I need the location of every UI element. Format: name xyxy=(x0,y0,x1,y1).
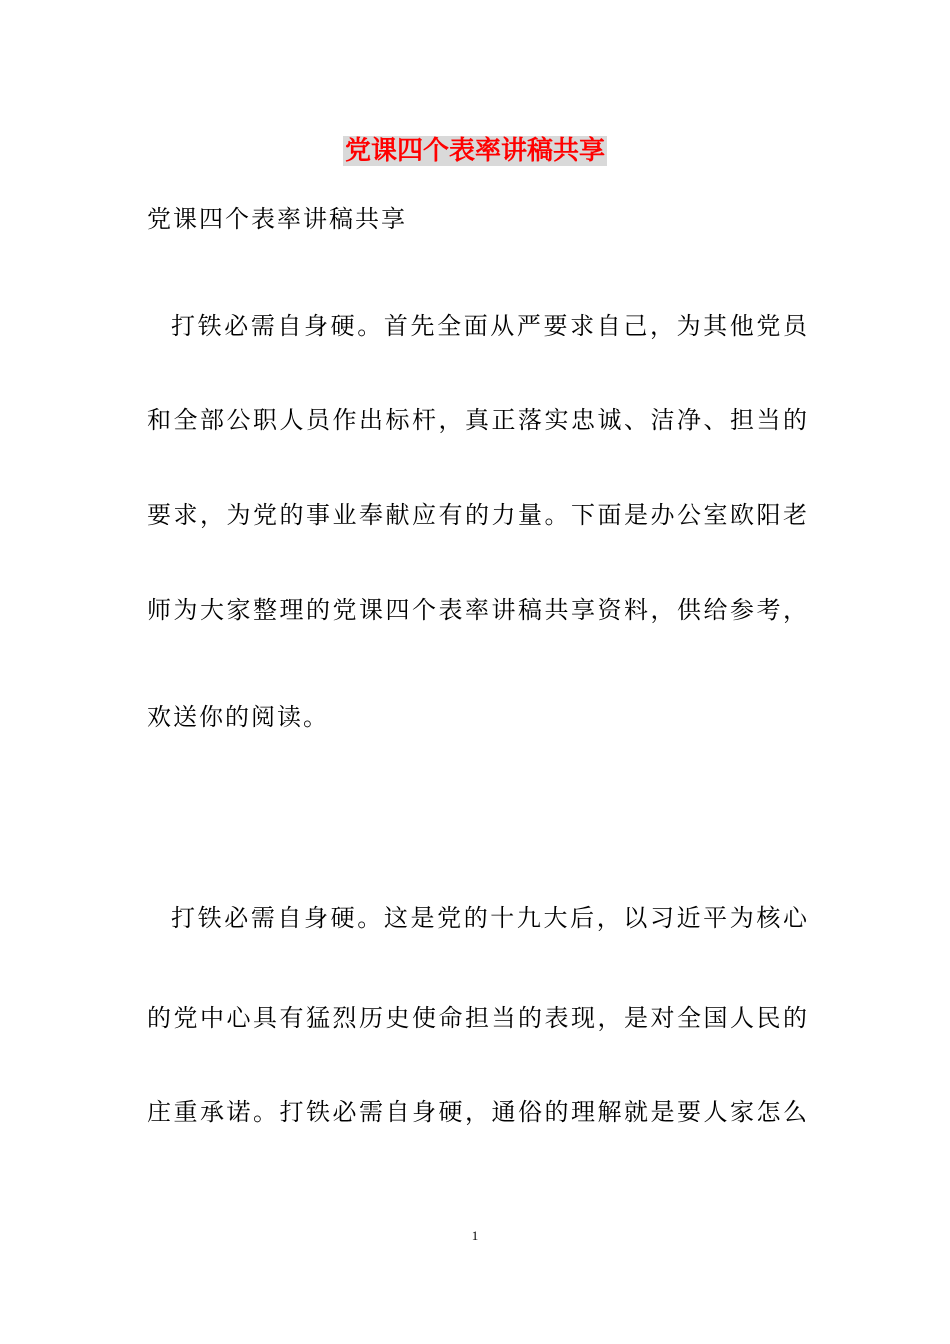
document-title xyxy=(0,131,950,171)
paragraph2-line-3: 庄重承诺。打铁必需自身硬，通俗的理解就是要人家怎么 xyxy=(147,1098,807,1126)
paragraph1-line-1: 打铁必需自身硬。首先全面从严要求自己，为其他党员 xyxy=(171,312,807,340)
paragraph2-line-1: 打铁必需自身硬。这是党的十九大后，以习近平为核心 xyxy=(171,904,807,932)
paragraph2-line-2: 的党中心具有猛烈历史使命担当的表现，是对全国人民的 xyxy=(147,1004,807,1032)
paragraph1-line-2: 和全部公职人员作出标杆，真正落实忠诚、洁净、担当的 xyxy=(147,406,807,434)
page-number: 1 xyxy=(471,1228,479,1243)
paragraph1-line-3: 要求，为党的事业奉献应有的力量。下面是办公室欧阳老 xyxy=(147,501,807,529)
document-title-text: 党课四个表率讲稿共享 xyxy=(344,136,605,166)
paragraph1-line-5: 欢送你的阅读。 xyxy=(147,703,329,731)
paragraph1-line-4: 师为大家整理的党课四个表率讲稿共享资料，供给参考， xyxy=(147,596,807,624)
subtitle-line: 党课四个表率讲稿共享 xyxy=(147,205,407,233)
